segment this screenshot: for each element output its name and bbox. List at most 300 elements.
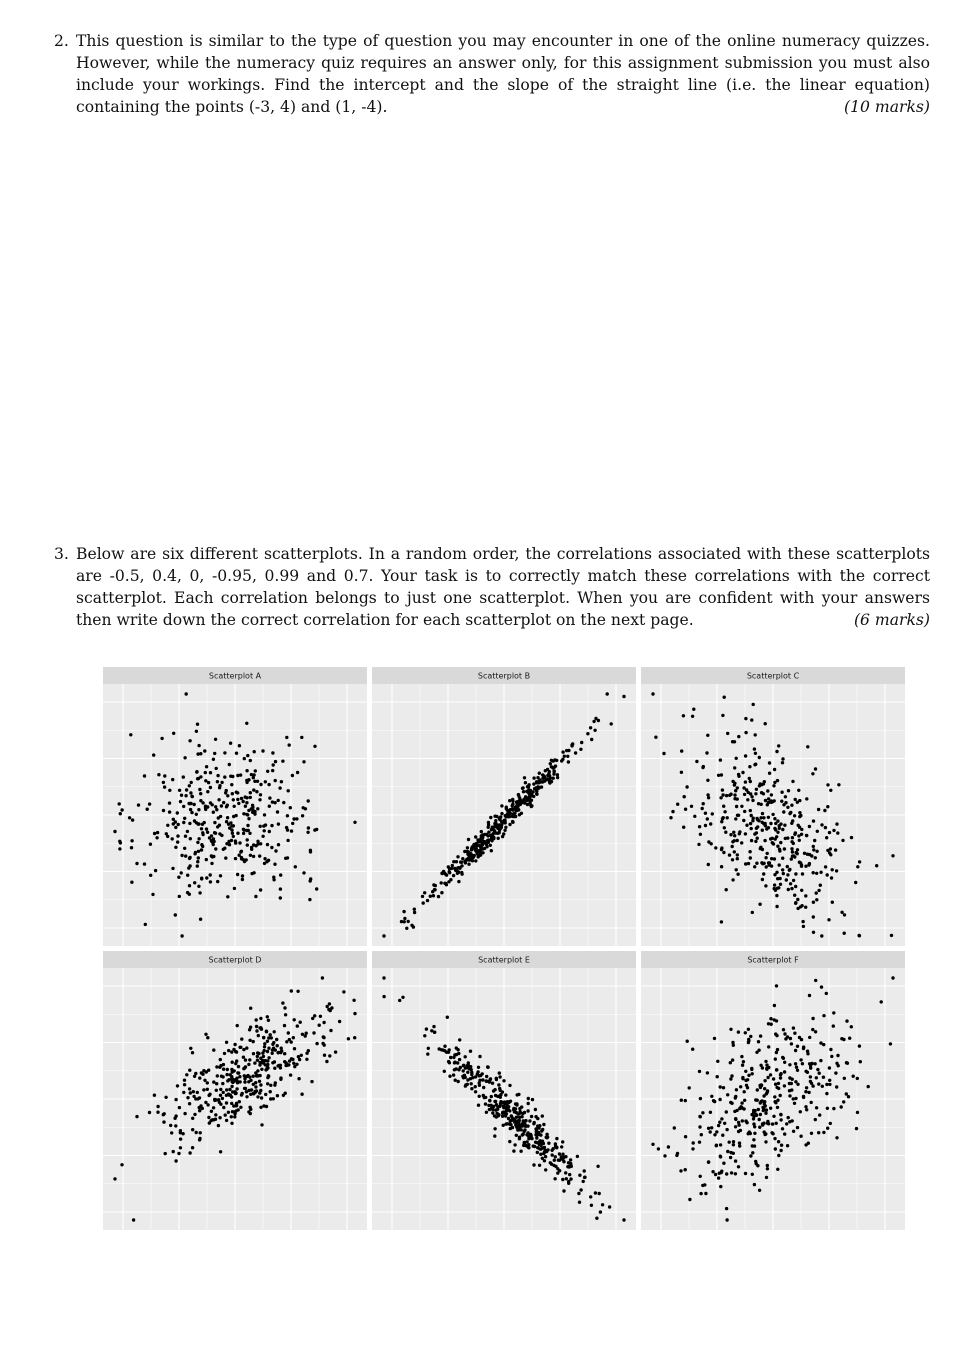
scatter-point	[663, 1154, 666, 1157]
scatter-point	[513, 1119, 516, 1122]
scatter-point	[744, 731, 747, 734]
scatter-point	[118, 802, 121, 805]
scatter-point	[502, 1106, 505, 1109]
scatter-point	[225, 1088, 228, 1091]
scatter-point	[478, 1055, 481, 1058]
scatter-point	[725, 1128, 728, 1131]
scatter-point	[235, 1059, 238, 1062]
scatter-point	[226, 804, 229, 807]
scatter-point	[766, 803, 769, 806]
scatter-point	[763, 1087, 766, 1090]
scatter-point	[561, 1178, 564, 1181]
scatter-point	[273, 1060, 276, 1063]
scatter-point	[752, 817, 755, 820]
scatter-point	[749, 780, 752, 783]
scatter-point	[731, 858, 734, 861]
scatter-point	[769, 822, 772, 825]
scatter-point	[259, 888, 262, 891]
scatter-point	[249, 791, 252, 794]
scatter-point	[754, 792, 757, 795]
scatter-point	[756, 1164, 759, 1167]
scatter-point	[421, 895, 424, 898]
scatter-point	[199, 775, 202, 778]
scatter-point	[188, 884, 191, 887]
scatter-point	[183, 1083, 186, 1086]
scatter-point	[775, 1051, 778, 1054]
scatter-point	[737, 1030, 740, 1033]
scatter-point	[242, 858, 245, 861]
scatter-point	[197, 822, 200, 825]
scatter-point	[199, 799, 202, 802]
scatter-point	[764, 722, 767, 725]
scatter-point	[255, 790, 258, 793]
scatter-point	[242, 828, 245, 831]
scatter-point	[183, 756, 186, 759]
scatter-point	[189, 808, 192, 811]
scatter-point	[834, 1071, 837, 1074]
scatter-point	[292, 1062, 295, 1065]
scatter-point	[519, 1150, 522, 1153]
scatter-point	[706, 1071, 709, 1074]
scatter-point	[570, 744, 573, 747]
scatter-point	[296, 771, 299, 774]
scatter-point	[761, 878, 764, 881]
scatter-point	[525, 799, 528, 802]
scatter-point	[671, 810, 674, 813]
scatter-point	[520, 812, 523, 815]
scatter-point	[224, 791, 227, 794]
scatter-point	[242, 1048, 245, 1051]
scatter-point	[752, 1138, 755, 1141]
scatter-point	[776, 779, 779, 782]
scatter-point	[452, 1073, 455, 1076]
scatter-point	[799, 1110, 802, 1113]
scatter-point	[248, 1058, 251, 1061]
scatter-point	[735, 1088, 738, 1091]
scatter-point	[739, 1129, 742, 1132]
scatter-point	[680, 771, 683, 774]
scatter-point	[242, 1067, 245, 1070]
scatter-point	[707, 1161, 710, 1164]
scatter-point	[743, 1099, 746, 1102]
scatter-point	[466, 846, 469, 849]
scatter-point	[540, 785, 543, 788]
scatter-point	[550, 759, 553, 762]
scatter-point	[767, 861, 770, 864]
scatter-point	[162, 1120, 165, 1123]
scatter-point	[509, 1100, 512, 1103]
scatter-point	[325, 1060, 328, 1063]
scatter-point	[266, 1063, 269, 1066]
scatter-point	[237, 802, 240, 805]
scatter-point	[230, 1050, 233, 1053]
scatter-point	[300, 1093, 303, 1096]
scatter-point	[684, 808, 687, 811]
scatter-point	[522, 790, 525, 793]
scatter-point	[764, 1140, 767, 1143]
scatter-point	[258, 854, 261, 857]
scatter-point	[773, 1095, 776, 1098]
scatter-point	[606, 692, 609, 695]
scatter-point	[499, 815, 502, 818]
scatter-point	[277, 822, 280, 825]
scatter-point	[247, 829, 250, 832]
scatter-point	[522, 1144, 525, 1147]
scatter-point	[168, 810, 171, 813]
scatter-point	[719, 1085, 722, 1088]
scatter-point	[699, 833, 702, 836]
scatter-point	[342, 990, 345, 993]
scatter-point	[455, 1067, 458, 1070]
scatter-point	[474, 849, 477, 852]
scatter-point	[252, 776, 255, 779]
scatter-point	[752, 1117, 755, 1120]
scatter-point	[449, 878, 452, 881]
scatter-point	[176, 834, 179, 837]
scatter-point	[793, 1032, 796, 1035]
scatter-point	[756, 1099, 759, 1102]
scatter-point	[794, 885, 797, 888]
scatter-point	[220, 834, 223, 837]
scatter-point	[200, 877, 203, 880]
scatter-point	[800, 828, 803, 831]
scatter-point	[799, 1135, 802, 1138]
scatter-point	[213, 831, 216, 834]
scatter-point	[780, 1144, 783, 1147]
scatter-point	[786, 865, 789, 868]
scatter-point	[191, 795, 194, 798]
scatter-point	[178, 895, 181, 898]
scatter-point	[272, 876, 275, 879]
scatter-point	[209, 873, 212, 876]
scatter-point	[765, 1108, 768, 1111]
scatter-point	[526, 1124, 529, 1127]
scatter-point	[740, 1101, 743, 1104]
scatter-point	[245, 801, 248, 804]
scatter-point	[432, 1025, 435, 1028]
scatter-point	[412, 925, 415, 928]
scatter-point	[759, 1034, 762, 1037]
scatter-point	[273, 1030, 276, 1033]
scatter-point	[830, 876, 833, 879]
scatter-point	[832, 1107, 835, 1110]
scatter-point	[219, 1094, 222, 1097]
scatter-point	[760, 783, 763, 786]
scatter-point	[258, 1061, 261, 1064]
scatter-point	[778, 827, 781, 830]
scatter-point	[245, 1046, 248, 1049]
scatter-point	[786, 836, 789, 839]
scatter-point	[701, 1111, 704, 1114]
scatter-point	[733, 839, 736, 842]
scatter-point	[812, 871, 815, 874]
scatter-point	[216, 780, 219, 783]
scatter-point	[241, 878, 244, 881]
scatter-point	[736, 814, 739, 817]
scatter-point	[252, 1075, 255, 1078]
scatter-point	[550, 765, 553, 768]
scatter-point	[305, 1032, 308, 1035]
scatter-point	[250, 872, 253, 875]
scatter-point	[709, 1111, 712, 1114]
scatter-point	[217, 1098, 220, 1101]
scatter-point	[807, 863, 810, 866]
scatter-point	[298, 1058, 301, 1061]
scatter-point	[477, 839, 480, 842]
scatter-point	[188, 1087, 191, 1090]
scatter-point	[514, 1123, 517, 1126]
scatter-point	[164, 1152, 167, 1155]
scatter-point	[821, 1085, 824, 1088]
scatter-point	[277, 843, 280, 846]
scatter-point	[257, 1034, 260, 1037]
scatter-point	[583, 1176, 586, 1179]
scatter-point	[676, 1152, 679, 1155]
scatter-point	[258, 798, 261, 801]
scatter-point	[718, 1121, 721, 1124]
scatter-point	[748, 765, 751, 768]
scatter-point	[832, 1011, 835, 1014]
scatter-point	[260, 1123, 263, 1126]
scatter-point	[801, 920, 804, 923]
scatter-point	[291, 774, 294, 777]
scatter-point	[880, 1000, 883, 1003]
scatter-point	[287, 789, 290, 792]
scatter-point	[481, 843, 484, 846]
scatter-point	[197, 808, 200, 811]
scatter-point	[255, 1029, 258, 1032]
scatter-point	[733, 850, 736, 853]
scatter-point	[244, 795, 247, 798]
scatter-point	[804, 865, 807, 868]
scatter-point	[232, 824, 235, 827]
scatter-point	[290, 1040, 293, 1043]
scatter-point	[327, 1008, 330, 1011]
scatter-point	[285, 736, 288, 739]
scatter-point	[245, 813, 248, 816]
scatter-point	[828, 831, 831, 834]
scatter-point	[189, 791, 192, 794]
scatter-point	[246, 824, 249, 827]
scatter-point	[781, 761, 784, 764]
scatter-point	[707, 796, 710, 799]
scatter-point	[577, 1192, 580, 1195]
scatter-point	[223, 775, 226, 778]
scatter-point	[815, 850, 818, 853]
scatter-point	[719, 1155, 722, 1158]
scatter-point	[272, 1041, 275, 1044]
scatter-point	[769, 1107, 772, 1110]
scatter-point	[747, 1074, 750, 1077]
scatter-point	[751, 911, 754, 914]
scatter-point	[534, 1141, 537, 1144]
scatter-point	[241, 874, 244, 877]
scatter-point	[171, 778, 174, 781]
scatter-point	[463, 1074, 466, 1077]
scatter-point	[749, 822, 752, 825]
scatter-point	[729, 1101, 732, 1104]
scatter-point	[842, 1038, 845, 1041]
scatter-point	[478, 1081, 481, 1084]
scatter-point	[508, 1140, 511, 1143]
scatter-point	[766, 789, 769, 792]
scatter-point	[498, 823, 501, 826]
scatter-point	[763, 1133, 766, 1136]
scatter-point	[498, 1071, 501, 1074]
scatter-point	[168, 789, 171, 792]
scatter-point	[197, 856, 200, 859]
scatter-point	[491, 1082, 494, 1085]
scatter-point	[137, 803, 140, 806]
scatter-point	[449, 1056, 452, 1059]
scatter-point	[532, 776, 535, 779]
scatter-point	[311, 1017, 314, 1020]
scatter-point	[798, 861, 801, 864]
scatter-point	[780, 791, 783, 794]
scatter-point	[714, 1173, 717, 1176]
scatter-point	[149, 843, 152, 846]
scatter-point	[204, 1033, 207, 1036]
scatter-point	[238, 841, 241, 844]
scatterplot-panel	[103, 951, 367, 1230]
scatter-point	[804, 894, 807, 897]
scatter-point	[256, 780, 259, 783]
scatter-point	[244, 805, 247, 808]
scatter-point	[176, 811, 179, 814]
scatter-point	[225, 1073, 228, 1076]
scatter-point	[729, 1077, 732, 1080]
scatter-point	[283, 1060, 286, 1063]
scatter-point	[507, 811, 510, 814]
scatter-point	[183, 1079, 186, 1082]
scatter-point	[506, 1105, 509, 1108]
scatter-point	[812, 931, 815, 934]
scatter-point	[726, 1093, 729, 1096]
scatter-point	[544, 769, 547, 772]
scatter-point	[188, 822, 191, 825]
scatter-point	[752, 703, 755, 706]
scatter-point	[556, 773, 559, 776]
scatter-point	[450, 867, 453, 870]
scatter-point	[448, 1048, 451, 1051]
scatter-point	[804, 1090, 807, 1093]
scatter-point	[751, 1173, 754, 1176]
scatter-point	[196, 841, 199, 844]
scatter-point	[495, 1103, 498, 1106]
scatter-point	[759, 1113, 762, 1116]
scatter-point	[191, 1128, 194, 1131]
scatter-point	[437, 895, 440, 898]
scatter-point	[448, 870, 451, 873]
scatter-point	[746, 1078, 749, 1081]
scatter-point	[690, 805, 693, 808]
scatter-point	[206, 1081, 209, 1084]
scatter-point	[801, 1062, 804, 1065]
scatter-point	[725, 1172, 728, 1175]
scatter-point	[192, 1090, 195, 1093]
scatter-point	[781, 828, 784, 831]
scatter-point	[779, 841, 782, 844]
scatter-point	[750, 814, 753, 817]
scatter-point	[811, 772, 814, 775]
scatter-point	[763, 839, 766, 842]
scatter-point	[817, 889, 820, 892]
scatter-point	[557, 1158, 560, 1161]
scatter-point	[541, 1157, 544, 1160]
scatter-point	[490, 1107, 493, 1110]
scatter-point	[451, 864, 454, 867]
scatter-point	[262, 1104, 265, 1107]
scatter-point	[800, 889, 803, 892]
scatter-point	[293, 1018, 296, 1021]
scatter-point	[802, 1047, 805, 1050]
scatter-point	[523, 776, 526, 779]
scatter-point	[536, 1132, 539, 1135]
scatter-point	[538, 1140, 541, 1143]
scatter-point	[819, 1041, 822, 1044]
scatter-point	[831, 868, 834, 871]
scatter-point	[163, 1112, 166, 1115]
scatter-point	[231, 832, 234, 835]
scatter-point	[471, 845, 474, 848]
scatter-point	[560, 759, 563, 762]
scatter-point	[734, 1125, 737, 1128]
scatter-point	[789, 1037, 792, 1040]
scatter-point	[263, 857, 266, 860]
scatter-point	[119, 812, 122, 815]
scatter-point	[736, 873, 739, 876]
scatter-point	[229, 1073, 232, 1076]
scatter-point	[474, 843, 477, 846]
scatter-point	[667, 1145, 670, 1148]
scatter-point	[518, 1137, 521, 1140]
scatter-point	[186, 830, 189, 833]
scatter-point	[189, 837, 192, 840]
scatter-point	[189, 1091, 192, 1094]
scatter-point	[766, 1167, 769, 1170]
scatter-point	[154, 869, 157, 872]
scatter-point	[259, 1083, 262, 1086]
scatter-point	[246, 754, 249, 757]
scatter-point	[841, 839, 844, 842]
scatter-point	[724, 831, 727, 834]
scatter-point	[729, 1156, 732, 1159]
scatter-point	[733, 766, 736, 769]
scatter-point	[236, 1024, 239, 1027]
scatter-point	[790, 887, 793, 890]
scatter-point	[263, 1045, 266, 1048]
scatter-point	[820, 985, 823, 988]
scatter-point	[198, 1096, 201, 1099]
scatter-point	[673, 1126, 676, 1129]
scatter-point	[580, 741, 583, 744]
scatter-point	[489, 1077, 492, 1080]
scatter-point	[204, 805, 207, 808]
scatter-point	[481, 1078, 484, 1081]
scatter-point	[707, 863, 710, 866]
scatter-point	[249, 1112, 252, 1115]
scatter-point	[742, 786, 745, 789]
scatter-point	[153, 1094, 156, 1097]
scatter-point	[734, 1096, 737, 1099]
scatter-point	[226, 816, 229, 819]
scatter-point	[562, 1160, 565, 1163]
scatter-point	[493, 815, 496, 818]
scatter-point	[774, 1057, 777, 1060]
scatter-point	[243, 1080, 246, 1083]
scatter-point	[301, 814, 304, 817]
scatter-point	[772, 842, 775, 845]
